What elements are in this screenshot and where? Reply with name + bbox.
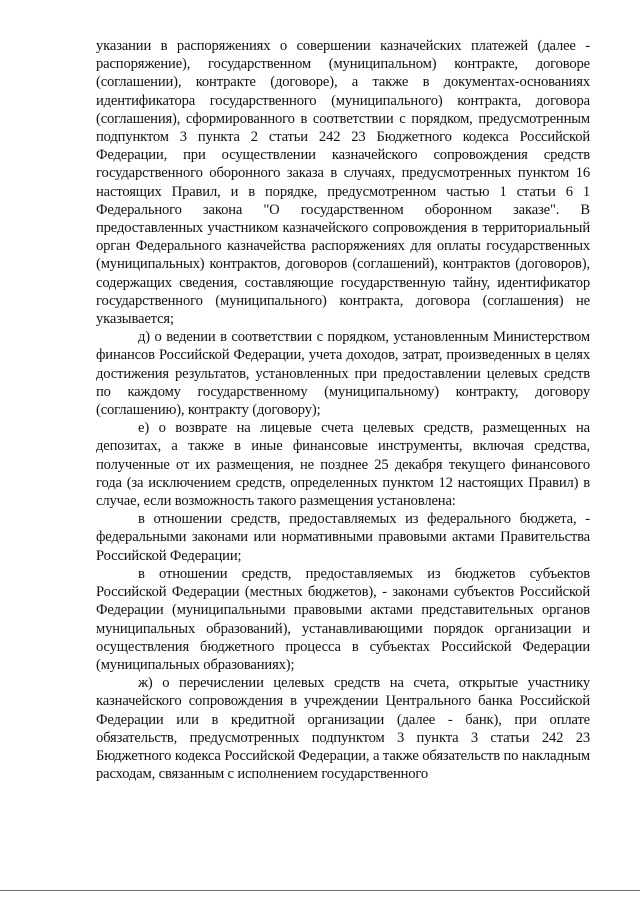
paragraph-item-e: е) о возврате на лицевые счета целевых средств, размещенных на депозитах, а также в иные финансовые инструменты, включая средства, полученные от их размещения, не позднее 25 декабря текущего финансового года (за исключением средств, определенных пунктом 12 настоящих Правил) в случае, если возможность такого размещения установлена: — [96, 420, 590, 510]
paragraph-continuation: указании в распоряжениях о совершении казначейских платежей (далее - распоряжение), государственном (муниципальном) контракте, договоре (соглашении), контракте (договоре), а также в документах-основаниях идентификатора государственного (муниципального) контракта, договора (соглашения), сформированного в соответствии с порядком, предусмотренным подпунктом 3 пункта 2 статьи 242 23 Бюджетного кодекса Российской Федерации, при осуществлении казначейского сопровождения средств государственного оборонного заказа в случаях, предусмотренных пунктом 16 настоящих Правил, и в порядке, предусмотренном частью 1 статьи 6 1 Федерального закона "О государственном оборонном заказе". В предоставленных участником казначейского сопровождения в территориальный орган Федерального казначейства распоряжениях для оплаты государственных (муниципальных) контрактов, договоров (соглашений), контрактов (договоров), содержащих сведения, составляющие государственную тайну, идентификатор государственного (муниципального) контракта, договора (соглашения) не указывается; — [96, 38, 590, 328]
paragraph-item-d: д) о ведении в соответствии с порядком, установленным Министерством финансов Российской Федерации, учета доходов, затрат, произведенных в целях достижения результатов, установленных при предоставлении целевых средств по каждому государственному (муниципальному) контракту, договору (соглашению), контракту (договору); — [96, 329, 590, 419]
paragraph-item-zh: ж) о перечислении целевых средств на счета, открытые участнику казначейского сопровождения в учреждении Центрального банка Российской Федерации или в кредитной организации (далее - банк), при оплате обязательств, предусмотренных подпунктом 3 пункта 3 статьи 242 23 Бюджетного кодекса Российской Федерации, а также обязательств по накладным расходам, связанным с исполнением государственного — [96, 675, 590, 783]
paragraph-item-e-federal: в отношении средств, предоставляемых из федерального бюджета, - федеральными законами или нормативными правовыми актами Правительства Российской Федерации; — [96, 511, 590, 564]
paragraph-item-e-regional: в отношении средств, предоставляемых из бюджетов субъектов Российской Федерации (местных бюджетов), - законами субъектов Российской Федерации (муниципальными правовыми актами представительных органов муниципальных образований), устанавливающими порядок организации и осуществления бюджетного процесса в субъектах Российской Федерации (муниципальных образованиях); — [96, 565, 590, 673]
page-bottom-divider — [0, 890, 640, 891]
document-body — [96, 37, 590, 783]
